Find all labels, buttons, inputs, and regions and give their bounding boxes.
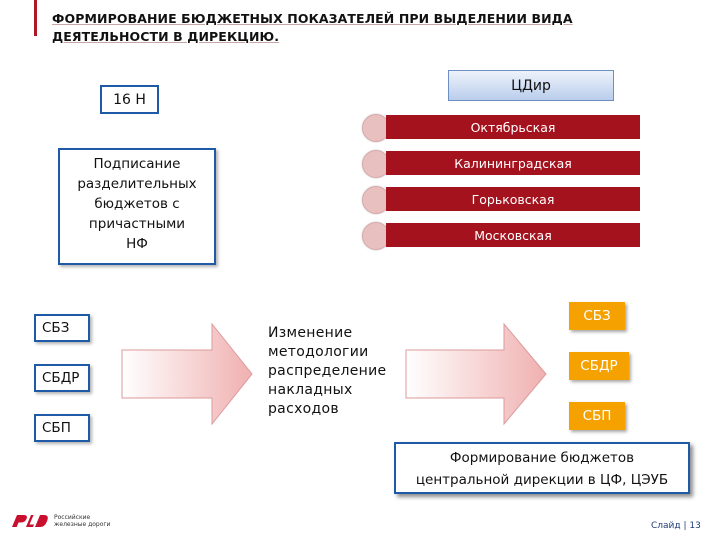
- slide-title: [52, 10, 652, 46]
- left-box-sbp: СБП: [34, 414, 90, 442]
- title-line-2: ДЕЯТЕЛЬНОСТИ В ДИРЕКЦИЮ.: [52, 29, 280, 44]
- logo-line-2: железные дороги: [54, 521, 111, 528]
- signing-box: [58, 148, 216, 265]
- logo-line-1: Российские: [54, 514, 91, 521]
- arrow-right-icon: [404, 322, 548, 426]
- middle-line-4: накладных: [268, 382, 353, 398]
- middle-line-1: Изменение: [268, 325, 353, 341]
- logo-caption: [54, 514, 110, 528]
- railway-kaliningradskaya: Калининградская: [386, 151, 640, 175]
- arrow-right-icon: [120, 322, 254, 426]
- final-line-2: центральной дирекции в ЦФ, ЦЭУБ: [415, 472, 669, 488]
- right-box-sbz: СБЗ: [569, 302, 625, 330]
- signing-line-3: бюджетов с: [94, 196, 180, 212]
- final-line-1: Формирование бюджетов: [449, 450, 635, 466]
- middle-line-3: распределение: [268, 363, 387, 379]
- right-box-sbp: СБП: [569, 402, 625, 430]
- middle-line-5: расходов: [268, 401, 339, 417]
- signing-line-4: причастными: [88, 216, 186, 232]
- left-box-sbdr: СБДР: [34, 364, 90, 392]
- left-box-sbz: СБЗ: [34, 314, 90, 342]
- right-box-sbdr: СБДР: [569, 352, 629, 380]
- title-line-1: ФОРМИРОВАНИЕ БЮДЖЕТНЫХ ПОКАЗАТЕЛЕЙ ПРИ ВЫДЕЛЕНИИ ВИДА: [52, 11, 573, 26]
- signing-line-1: Подписание: [93, 156, 181, 172]
- rzd-logo-icon: [10, 512, 52, 530]
- signing-line-5: НФ: [126, 236, 148, 252]
- signing-line-2: разделительных: [77, 176, 197, 192]
- slide-number: Слайд | 13: [651, 521, 701, 531]
- title-accent-bar: [34, 0, 37, 36]
- railway-moskovskaya: Московская: [386, 223, 640, 247]
- badge-16n: 16 Н: [100, 85, 159, 114]
- cdir-box: ЦДир: [448, 70, 614, 101]
- railway-oktyabrskaya: Октябрьская: [386, 115, 640, 139]
- railway-gorkovskaya: Горьковская: [386, 187, 640, 211]
- middle-line-2: методологии: [268, 344, 369, 360]
- final-result-box: [394, 442, 690, 494]
- methodology-change-text: [268, 324, 398, 419]
